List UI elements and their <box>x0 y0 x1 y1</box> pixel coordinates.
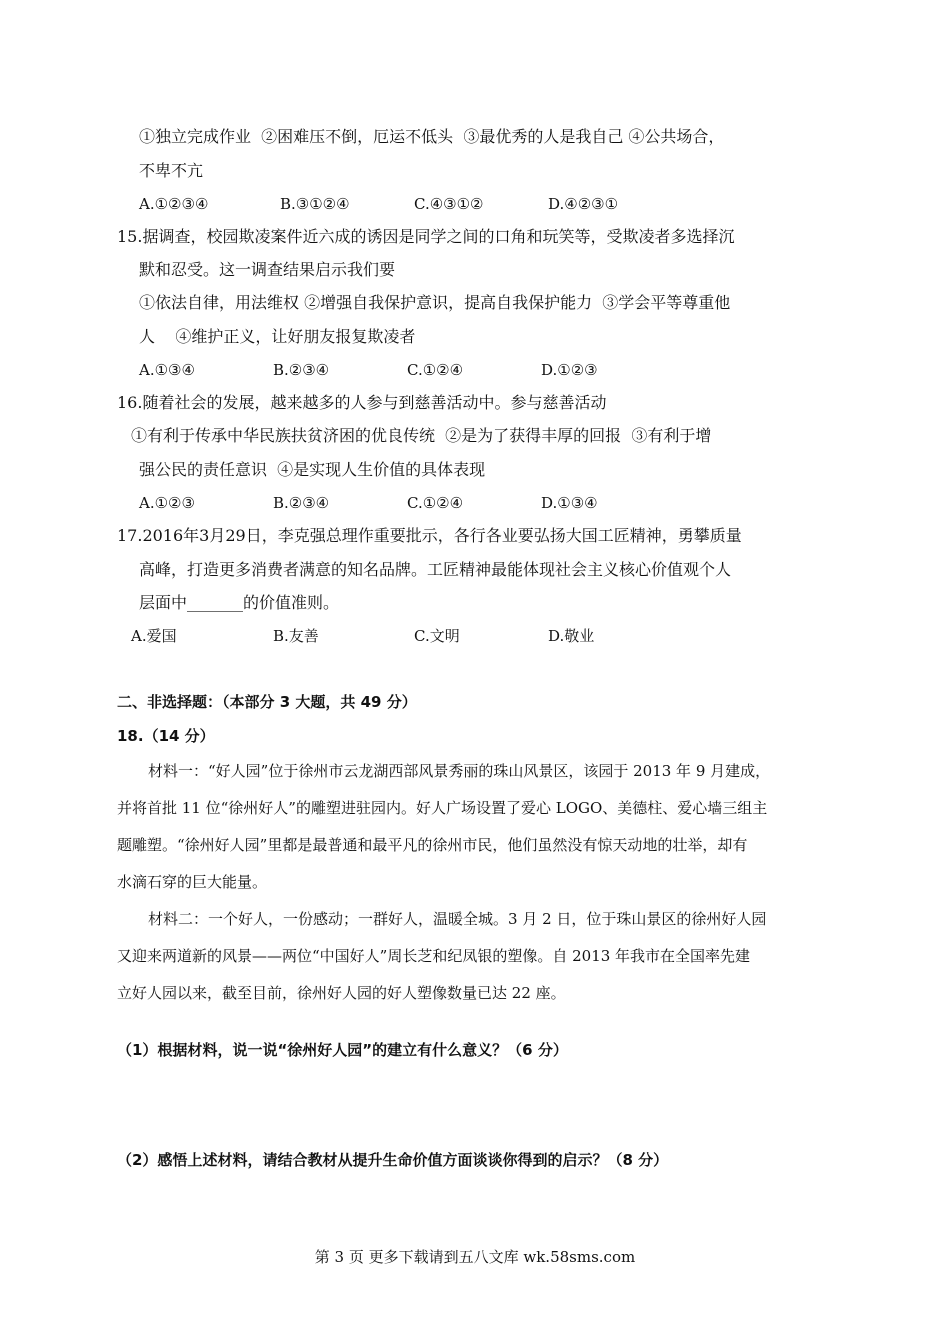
q16-option-c: C.①②④ <box>407 494 464 512</box>
q18-material2-line3: 立好人园以来，截至目前，徐州好人园的好人塑像数量已达 22 座。 <box>117 984 566 1002</box>
q18-material1-line4: 水滴石穿的巨大能量。 <box>117 873 268 891</box>
q18-heading: 18.（14 分） <box>117 727 215 745</box>
q15-option-b: B.②③④ <box>273 361 330 379</box>
q16-option-d: D.①③④ <box>541 494 598 512</box>
q17-option-b: B.友善 <box>273 627 319 645</box>
page-footer: 第 3 页 更多下载请到五八文库 wk.58sms.com <box>314 1248 636 1266</box>
q16-option-b: B.②③④ <box>273 494 330 512</box>
q14-option-c: C.④③①② <box>414 195 484 213</box>
q18-subquestion-1: （1）根据材料，说一说“徐州好人园”的建立有什么意义？（6 分） <box>117 1041 568 1059</box>
q16-option-a: A.①②③ <box>139 494 195 512</box>
q16-stem-line1: 16.随着社会的发展，越来越多的人参与到慈善活动中。参与慈善活动 <box>117 393 607 412</box>
q18-material1-line2: 并将首批 11 位“徐州好人”的雕塑进驻园内。好人广场设置了爱心 LOGO、美德柱、爱心墙三组主 <box>117 799 768 817</box>
q15-option-c: C.①②④ <box>407 361 464 379</box>
q16-statements-line1: ①有利于传承中华民族扶贫济困的优良传统 ②是为了获得丰厚的回报 ③有利于增 <box>131 426 712 445</box>
q17-stem-line3: 层面中_______的价值准则。 <box>139 593 340 612</box>
q14-statements-line2: 不卑不亢 <box>139 161 204 180</box>
q15-stem-line2: 默和忍受。这一调查结果启示我们要 <box>139 260 396 279</box>
q14-option-b: B.③①②④ <box>280 195 350 213</box>
q16-statements-line2: 强公民的责任意识 ④是实现人生价值的具体表现 <box>139 460 486 479</box>
q15-statements-line2: 人 ④维护正义，让好朋友报复欺凌者 <box>139 327 416 346</box>
q18-material2-line1: 材料二：一个好人，一份感动；一群好人，温暖全城。3 月 2 日，位于珠山景区的徐州好人园 <box>148 910 767 928</box>
q17-option-a: A.爱国 <box>131 627 177 645</box>
q17-stem-line2: 高峰，打造更多消费者满意的知名品牌。工匠精神最能体现社会主义核心价值观个人 <box>139 560 732 579</box>
q18-material1-line3: 题雕塑。“徐州好人园”里都是最普通和最平凡的徐州市民，他们虽然没有惊天动地的壮举，却有 <box>117 836 748 854</box>
q14-option-d: D.④②③① <box>548 195 619 213</box>
q17-option-c: C.文明 <box>414 627 460 645</box>
q14-option-a: A.①②③④ <box>139 195 209 213</box>
q14-statements-line1: ①独立完成作业 ②困难压不倒，厄运不低头 ③最优秀的人是我自己 ④公共场合， <box>139 127 725 146</box>
q15-statements-line1: ①依法自律，用法维权 ②增强自我保护意识，提高自我保护能力 ③学会平等尊重他 <box>139 293 731 312</box>
q15-option-d: D.①②③ <box>541 361 598 379</box>
q18-subquestion-2: （2）感悟上述材料，请结合教材从提升生命价值方面谈谈你得到的启示？（8 分） <box>117 1151 669 1169</box>
q17-stem-line1: 17.2016年3月29日，李克强总理作重要批示，各行各业要弘扬大国工匠精神，勇攀质量 <box>117 526 742 545</box>
q18-material2-line2: 又迎来两道新的风景——两位“中国好人”周长芝和纪凤银的塑像。自 2013 年我市在全国率先建 <box>117 947 751 965</box>
q17-option-d: D.敬业 <box>548 627 595 645</box>
q15-stem-line1: 15.据调查，校园欺凌案件近六成的诱因是同学之间的口角和玩笑等，受欺凌者多选择沉 <box>117 227 735 246</box>
q15-option-a: A.①③④ <box>139 361 195 379</box>
q18-material1-line1: 材料一：“好人园”位于徐州市云龙湖西部风景秀丽的珠山风景区，该园于 2013 年 9 月建成， <box>148 762 771 780</box>
section2-heading: 二、非选择题：（本部分 3 大题，共 49 分） <box>117 693 417 711</box>
